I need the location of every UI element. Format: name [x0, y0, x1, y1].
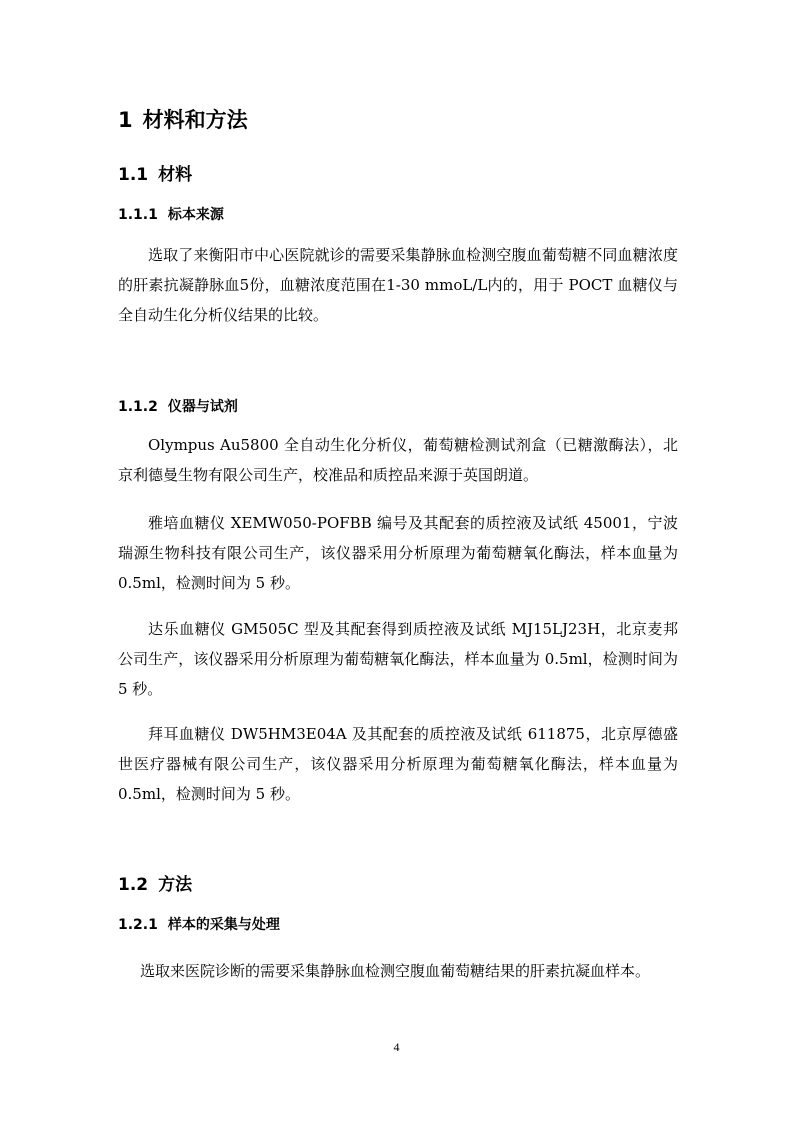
subsubsection-title: 样本的采集与处理: [167, 917, 280, 933]
paragraph-sample-source: 选取了来衡阳市中心医院就诊的需要采集静脉血检测空腹血葡萄糖不同血糖浓度的肝素抗凝静脉血5份，血糖浓度范围在1-30 mmoL/L内的，用于 POCT 血糖仪与全自动生化分析仪结果的比较。: [118, 246, 678, 324]
subsection-number: 1.2: [118, 875, 149, 895]
subsubsection-heading-1-2-1: [118, 914, 280, 934]
paragraph-instrument-dale: 达乐血糖仪 GM505C 型及其配套得到质控液及试纸 MJ15LJ23H，北京麦邦公司生产，该仪器采用分析原理为葡萄糖氧化酶法，样本血量为 0.5ml，检测时间为 5 秒。: [118, 620, 678, 698]
paragraph-instrument-abbott: 雅培血糖仪 XEMW050-POFBB 编号及其配套的质控液及试纸 45001，宁波瑞源生物科技有限公司生产，该仪器采用分析原理为葡萄糖氧化酶法，样本血量为 0.5ml，检测时间为 5 秒。: [118, 514, 678, 592]
subsubsection-heading-1-1-2: [118, 396, 238, 416]
subsubsection-number: 1.1.1: [118, 207, 158, 223]
subsubsection-title: 仪器与试剂: [167, 399, 238, 415]
section-title: 材料和方法: [142, 108, 248, 132]
page-number: 4: [393, 1040, 400, 1054]
subsubsection-heading-1-1-1: [118, 204, 224, 224]
subsection-heading-1-2: [118, 870, 192, 895]
section-heading-1: [118, 104, 248, 134]
paragraph-sample-collection: 选取来医院诊断的需要采集静脉血检测空腹血葡萄糖结果的肝素抗凝血样本。: [140, 962, 651, 980]
paragraph-instrument-bayer: 拜耳血糖仪 DW5HM3E04A 及其配套的质控液及试纸 611875，北京厚德盛世医疗器械有限公司生产，该仪器采用分析原理为葡萄糖氧化酶法，样本血量为 0.5ml，检测时间为 5 秒。: [118, 725, 678, 803]
paragraph-instrument-olympus: Olympus Au5800 全自动生化分析仪，葡萄糖检测试剂盒（已糖激酶法），北京利德曼生物有限公司生产，校准品和质控品来源于英国朗道。: [118, 436, 678, 484]
subsubsection-number: 1.2.1: [118, 917, 158, 933]
section-number: 1: [118, 108, 133, 132]
subsubsection-title: 标本来源: [167, 207, 224, 223]
subsection-number: 1.1: [118, 165, 149, 185]
subsection-heading-1-1: [118, 160, 192, 185]
subsubsection-number: 1.1.2: [118, 399, 158, 415]
subsection-title: 方法: [158, 875, 193, 895]
subsection-title: 材料: [158, 165, 193, 185]
